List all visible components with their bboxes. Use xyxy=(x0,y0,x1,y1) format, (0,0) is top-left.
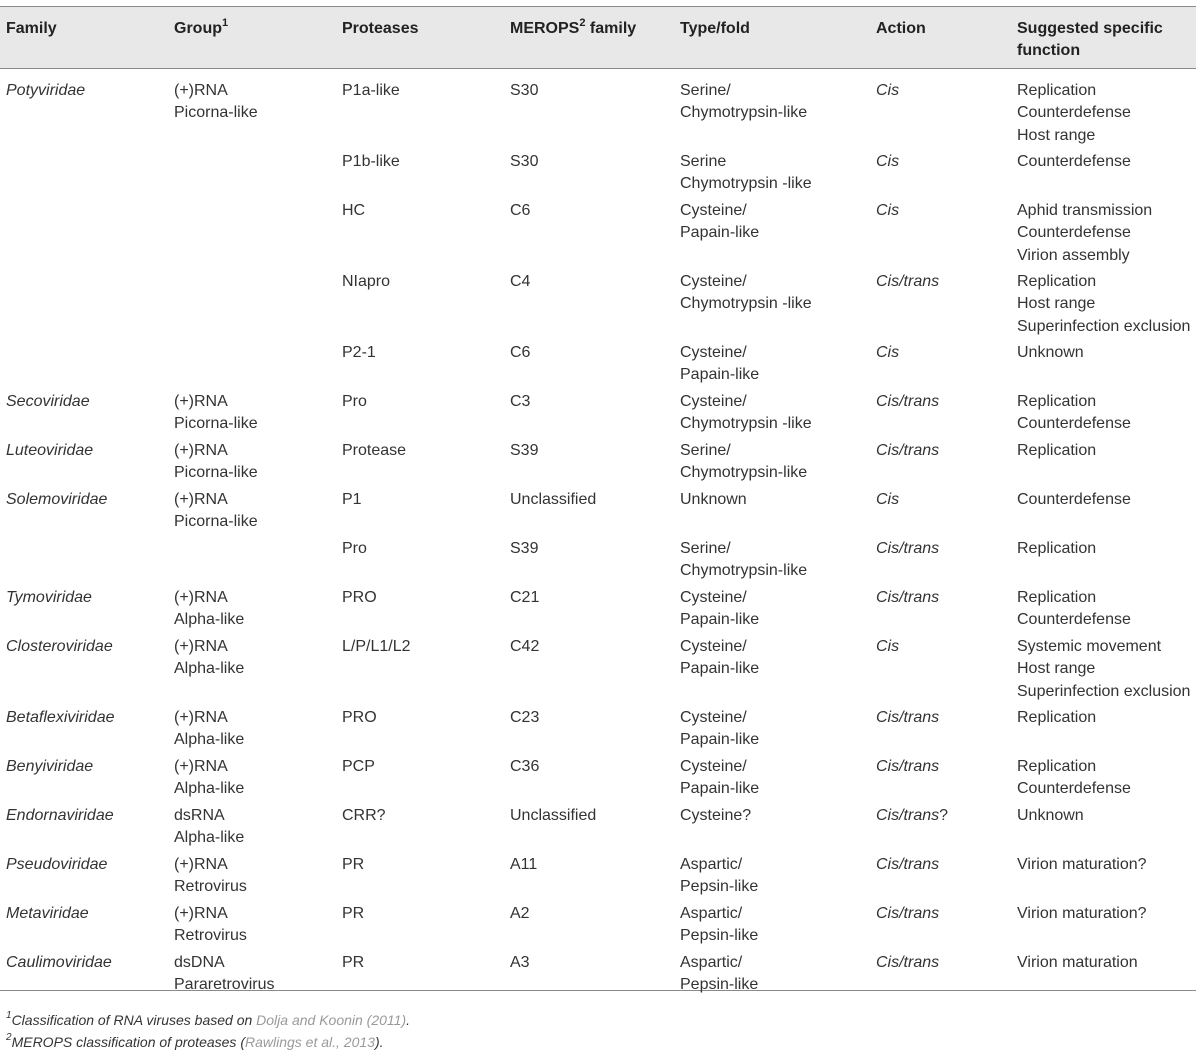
citation-rawlings[interactable]: Rawlings et al., 2013 xyxy=(244,1034,375,1050)
cell-function: Replication xyxy=(1017,540,1097,557)
cell-protease: PR xyxy=(342,856,365,873)
cell-family: Closteroviridae xyxy=(6,638,113,655)
cell-type-fold: Serine/ Chymotrypsin-like xyxy=(680,442,808,482)
header-proteases: Proteases xyxy=(342,20,419,37)
table-row xyxy=(0,576,1196,629)
cell-merops: C6 xyxy=(510,344,531,361)
cell-type-fold: Serine/ Chymotrypsin-like xyxy=(680,82,808,122)
cell-protease: PCP xyxy=(342,758,375,775)
cell-protease: PRO xyxy=(342,709,377,726)
table-header xyxy=(0,6,1196,69)
cell-type-fold: Aspartic/ Pepsin-like xyxy=(680,954,759,994)
cell-action: Cis/trans? xyxy=(876,807,949,824)
cell-merops: S39 xyxy=(510,540,539,557)
cell-protease: PR xyxy=(342,905,365,922)
cell-action: Cis xyxy=(876,491,900,508)
cell-action: Cis/trans xyxy=(876,393,940,410)
cell-function: Replication Counterdefense xyxy=(1017,393,1131,433)
cell-group: (+)RNA Alpha-like xyxy=(174,589,245,629)
cell-action: Cis/trans xyxy=(876,856,940,873)
cell-merops: C6 xyxy=(510,202,531,219)
cell-merops: C3 xyxy=(510,393,531,410)
cell-group: (+)RNA Picorna-like xyxy=(174,491,258,531)
cell-group: (+)RNA Alpha-like xyxy=(174,709,245,749)
cell-merops: Unclassified xyxy=(510,491,597,508)
cell-protease: PRO xyxy=(342,589,377,606)
cell-type-fold: Cysteine/ Chymotrypsin -like xyxy=(680,393,812,433)
cell-protease: P2-1 xyxy=(342,344,376,361)
cell-function: Replication xyxy=(1017,442,1097,459)
cell-function: Virion maturation xyxy=(1017,954,1138,971)
cell-merops: C4 xyxy=(510,273,531,290)
cell-group: (+)RNA Alpha-like xyxy=(174,758,245,798)
cell-family: Benyiviridae xyxy=(6,758,94,775)
cell-type-fold: Aspartic/ Pepsin-like xyxy=(680,856,759,896)
table-row xyxy=(0,625,1196,700)
cell-action: Cis/trans xyxy=(876,905,940,922)
cell-merops: A3 xyxy=(510,954,530,971)
cell-family: Secoviridae xyxy=(6,393,90,410)
cell-merops: S30 xyxy=(510,153,539,170)
cell-type-fold: Cysteine/ Chymotrypsin -like xyxy=(680,273,812,313)
cell-type-fold: Cysteine? xyxy=(680,807,752,824)
table-row xyxy=(0,260,1196,335)
header-merops-family: MEROPS$^2$ family xyxy=(510,16,637,37)
footnote-2: $^2$MEROPS classification of proteases (Rawlings et al., 2013). xyxy=(6,1032,384,1050)
header-family: Family xyxy=(6,20,57,37)
cell-group: (+)RNA Alpha-like xyxy=(174,638,245,678)
table-row xyxy=(0,478,1196,531)
cell-action: Cis/trans xyxy=(876,758,940,775)
cell-function: Virion maturation? xyxy=(1017,905,1147,922)
cell-family: Endornaviridae xyxy=(6,807,114,824)
cell-group xyxy=(174,140,338,173)
cell-type-fold: Cysteine/ Papain-like xyxy=(680,202,760,242)
table-row xyxy=(0,696,1196,749)
cell-family: Betaflexiviridae xyxy=(6,709,115,726)
table-row xyxy=(0,140,1196,193)
cell-action: Cis xyxy=(876,202,900,219)
cell-family xyxy=(6,527,170,538)
table-row xyxy=(0,429,1196,482)
cell-type-fold: Cysteine/ Papain-like xyxy=(680,589,760,629)
cell-merops: A2 xyxy=(510,905,530,922)
table-row xyxy=(0,843,1196,896)
cell-group xyxy=(174,331,338,364)
cell-group: (+)RNA Picorna-like xyxy=(174,82,258,122)
cell-action: Cis/trans xyxy=(876,589,940,606)
footnote-1: $^1$Classification of RNA viruses based on Dolja and Koonin (2011). xyxy=(6,1010,410,1028)
cell-function: Unknown xyxy=(1017,344,1084,361)
cell-merops: Unclassified xyxy=(510,807,597,824)
cell-function: Replication Counterdefense xyxy=(1017,589,1131,629)
cell-family xyxy=(6,140,170,151)
cell-group: (+)RNA Picorna-like xyxy=(174,393,258,433)
table-row xyxy=(0,380,1196,433)
cell-protease: Pro xyxy=(342,393,367,410)
cell-merops: C23 xyxy=(510,709,540,726)
table-body xyxy=(0,69,1196,994)
cell-protease: Pro xyxy=(342,540,367,557)
cell-function: Counterdefense xyxy=(1017,491,1131,508)
cell-merops: C36 xyxy=(510,758,540,775)
cell-protease: P1 xyxy=(342,491,362,508)
cell-function: Counterdefense xyxy=(1017,153,1131,170)
cell-function: Unknown xyxy=(1017,807,1084,824)
cell-action: Cis/trans xyxy=(876,709,940,726)
cell-function: Virion maturation? xyxy=(1017,856,1147,873)
cell-type-fold: Cysteine/ Papain-like xyxy=(680,344,760,384)
citation-dolja-koonin[interactable]: Dolja and Koonin (2011) xyxy=(256,1012,407,1028)
cell-function: Aphid transmission Counterdefense Virion assembly xyxy=(1017,202,1153,264)
cell-merops: S39 xyxy=(510,442,539,459)
cell-action: Cis/trans xyxy=(876,442,940,459)
cell-group: (+)RNA Retrovirus xyxy=(174,856,247,896)
cell-action: Cis xyxy=(876,344,900,361)
cell-family xyxy=(6,189,170,200)
header-group: Group$^1$ xyxy=(174,16,229,37)
cell-merops: C42 xyxy=(510,638,540,655)
cell-function: Replication Host range Superinfection exclusion xyxy=(1017,273,1191,335)
protease-table xyxy=(0,6,1196,994)
table-row xyxy=(0,527,1196,580)
cell-protease: P1a-like xyxy=(342,82,400,99)
cell-merops: S30 xyxy=(510,82,539,99)
cell-type-fold: Cysteine/ Papain-like xyxy=(680,709,760,749)
cell-protease: L/P/L1/L2 xyxy=(342,638,411,655)
cell-group: dsDNA Pararetrovirus xyxy=(174,954,275,994)
cell-function: Replication Counterdefense Host range xyxy=(1017,82,1131,144)
cell-type-fold: Serine Chymotrypsin -like xyxy=(680,153,812,193)
cell-group xyxy=(174,189,338,222)
header-type-fold: Type/fold xyxy=(680,20,750,37)
cell-protease: PR xyxy=(342,954,365,971)
table-row xyxy=(0,794,1196,847)
cell-type-fold: Cysteine/ Papain-like xyxy=(680,758,760,798)
cell-group: (+)RNA Retrovirus xyxy=(174,905,247,945)
cell-action: Cis xyxy=(876,82,900,99)
table-row xyxy=(0,331,1196,384)
header-suggested-function: Suggested specific function xyxy=(1017,20,1163,59)
cell-action: Cis/trans xyxy=(876,540,940,557)
cell-function: Replication xyxy=(1017,709,1097,726)
cell-group xyxy=(174,260,338,293)
cell-function: Replication Counterdefense xyxy=(1017,758,1131,798)
cell-action: Cis xyxy=(876,638,900,655)
cell-family: Luteoviridae xyxy=(6,442,94,459)
table-row xyxy=(0,892,1196,945)
cell-group: (+)RNA Picorna-like xyxy=(174,442,258,482)
cell-protease: NIapro xyxy=(342,273,391,290)
cell-family xyxy=(6,260,170,271)
cell-family: Metaviridae xyxy=(6,905,89,922)
cell-action: Cis/trans xyxy=(876,954,940,971)
header-action: Action xyxy=(876,20,926,37)
cell-family: Potyviridae xyxy=(6,82,86,99)
cell-group xyxy=(174,527,338,560)
cell-action: Cis/trans xyxy=(876,273,940,290)
cell-protease: P1b-like xyxy=(342,153,400,170)
cell-family: Tymoviridae xyxy=(6,589,92,606)
cell-type-fold: Cysteine/ Papain-like xyxy=(680,638,760,678)
cell-function: Systemic movement Host range Superinfection exclusion xyxy=(1017,638,1191,700)
cell-group: dsRNA Alpha-like xyxy=(174,807,245,847)
table-row xyxy=(0,189,1196,264)
cell-protease: HC xyxy=(342,202,366,219)
table-row xyxy=(0,69,1196,144)
table-row xyxy=(0,941,1196,994)
cell-protease: Protease xyxy=(342,442,407,459)
cell-family: Pseudoviridae xyxy=(6,856,108,873)
cell-family: Solemoviridae xyxy=(6,491,108,508)
cell-type-fold: Unknown xyxy=(680,491,747,508)
cell-protease: CRR? xyxy=(342,807,386,824)
cell-merops: A11 xyxy=(510,856,538,873)
cell-action: Cis xyxy=(876,153,900,170)
cell-type-fold: Aspartic/ Pepsin-like xyxy=(680,905,759,945)
cell-family xyxy=(6,331,170,342)
cell-type-fold: Serine/ Chymotrypsin-like xyxy=(680,540,808,580)
cell-merops: C21 xyxy=(510,589,540,606)
cell-family: Caulimoviridae xyxy=(6,954,112,971)
table-row xyxy=(0,745,1196,798)
